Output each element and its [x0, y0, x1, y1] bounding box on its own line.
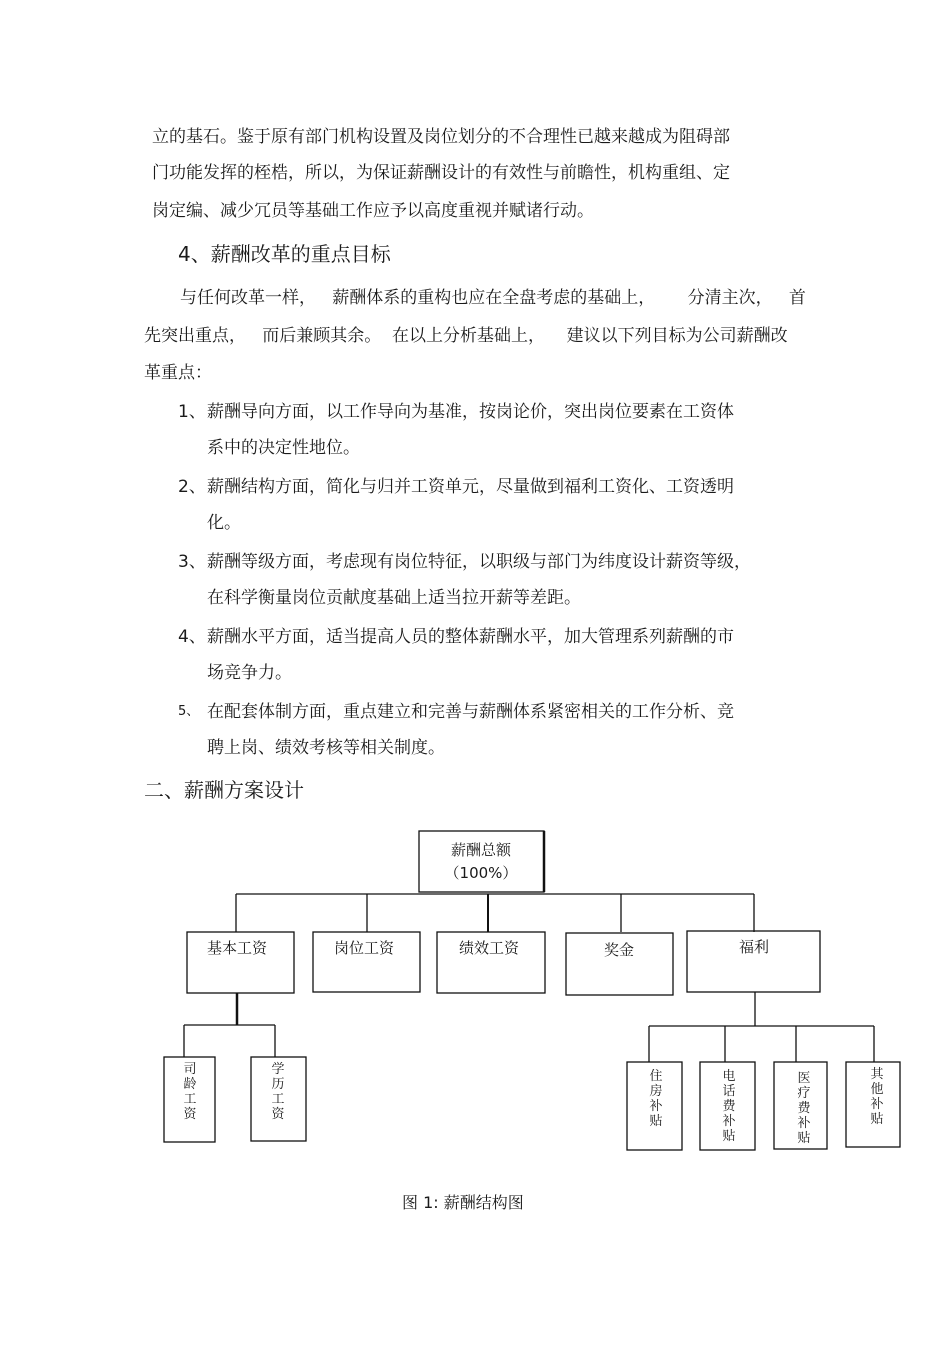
sub-label: 其他补贴 — [870, 1067, 884, 1127]
level1-label: 绩效工资 — [458, 939, 520, 957]
list-text: 薪酬水平方面，适当提高人员的整体薪酬水平，加大管理系列薪酬的市 — [207, 627, 734, 647]
list-number: 1、 — [178, 402, 206, 422]
level1-label: 岗位工资 — [333, 939, 395, 957]
figure-caption: 图 1: 薪酬结构图 — [402, 1193, 524, 1212]
list-number: 2、 — [178, 477, 206, 497]
list-text: 化。 — [207, 513, 241, 533]
list-text: 聘上岗、绩效考核等相关制度。 — [207, 738, 445, 758]
level1-label: 奖金 — [603, 941, 635, 959]
paragraph-line: 立的基石。鉴于原有部门机构设置及岗位划分的不合理性已越来越成为阻碍部 — [152, 127, 730, 147]
sub-label: 学历工资 — [271, 1062, 285, 1122]
sub-label: 住房补贴 — [649, 1069, 663, 1129]
sub-label: 电话费补贴 — [722, 1069, 736, 1144]
level1-label: 福利 — [738, 938, 770, 956]
list-text: 薪酬等级方面，考虑现有岗位特征，以职级与部门为纬度设计薪资等级， — [207, 552, 751, 572]
list-number: 3、 — [178, 552, 206, 572]
section-heading: 4、薪酬改革的重点目标 — [178, 242, 391, 266]
list-text: 在科学衡量岗位贡献度基础上适当拉开薪等差距。 — [207, 588, 581, 608]
root-percent: （100%） — [444, 864, 518, 882]
sub-label: 医疗费补贴 — [797, 1071, 811, 1146]
list-text: 薪酬结构方面，简化与归并工资单元，尽量做到福利工资化、工资透明 — [207, 477, 734, 497]
level1-label: 基本工资 — [206, 939, 268, 957]
list-text: 薪酬导向方面，以工作导向为基准，按岗论价，突出岗位要素在工资体 — [207, 402, 734, 422]
paragraph-line: 门功能发挥的桎梏，所以，为保证薪酬设计的有效性与前瞻性，机构重组、定 — [152, 163, 730, 183]
list-number: 5、 — [178, 704, 200, 719]
list-number: 4、 — [178, 627, 206, 647]
section-heading: 二、薪酬方案设计 — [144, 778, 304, 802]
intro-line: 先突出重点， 而后兼顾其余。 在以上分析基础上， 建议以下列目标为公司薪酬改 — [144, 326, 788, 346]
intro-line: 与任何改革一样， 薪酬体系的重构也应在全盘考虑的基础上， 分清主次， 首 — [180, 288, 806, 308]
root-label: 薪酬总额 — [450, 841, 512, 859]
intro-line: 革重点： — [144, 363, 212, 383]
list-text: 在配套体制方面，重点建立和完善与薪酬体系紧密相关的工作分析、竞 — [207, 702, 734, 722]
sub-label: 司龄工资 — [183, 1062, 197, 1122]
list-text: 场竞争力。 — [207, 663, 292, 683]
paragraph-line: 岗定编、减少冗员等基础工作应予以高度重视并赋诸行动。 — [152, 201, 594, 221]
list-text: 系中的决定性地位。 — [207, 438, 360, 458]
